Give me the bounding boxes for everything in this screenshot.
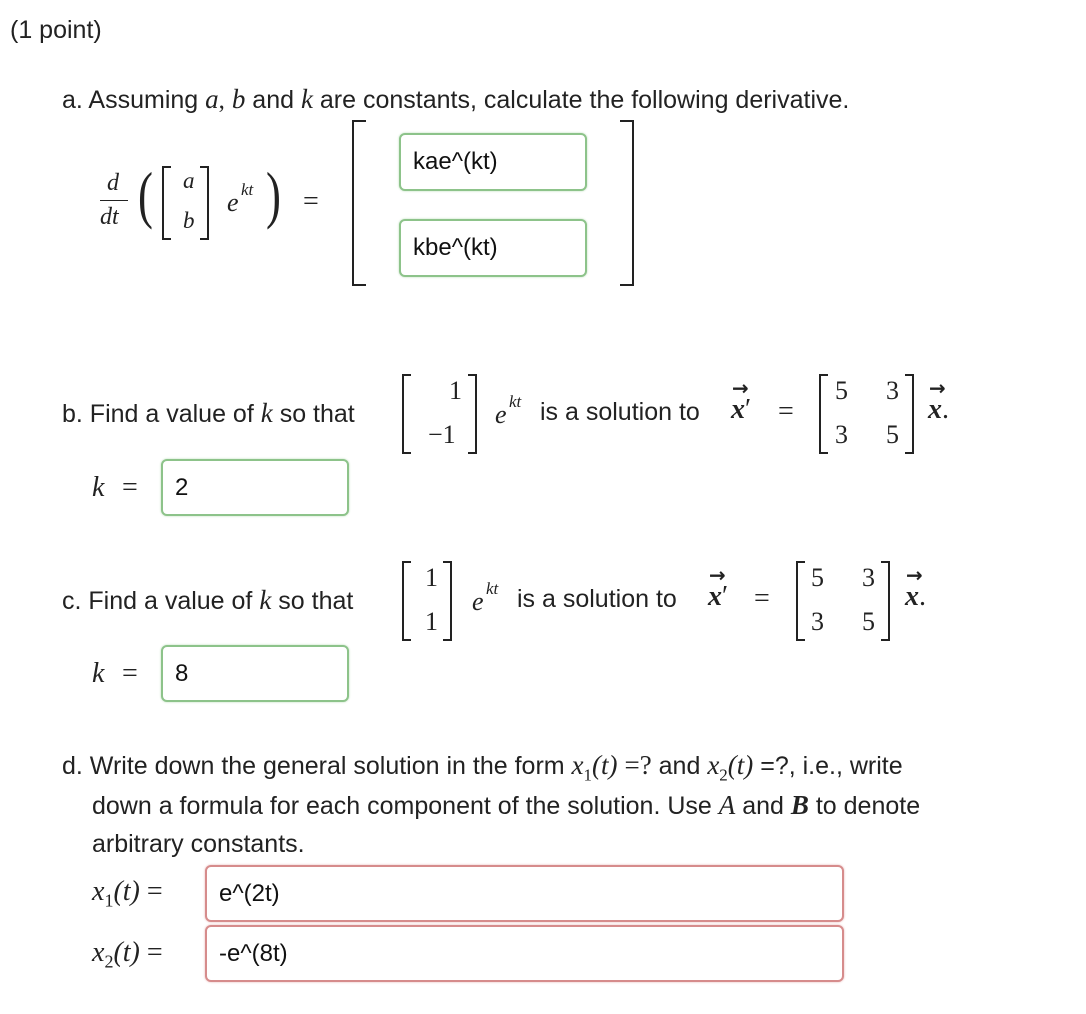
vector-arrow-icon: → (906, 563, 923, 587)
x1-label: $x_1(t)$ = (92, 876, 163, 911)
answer-left-bracket (352, 120, 366, 286)
matrix-b-11: 5 (835, 376, 848, 405)
d-denominator: dt (100, 204, 119, 230)
x2-symbol: $x_2(t)$ (707, 750, 754, 785)
k-label: k (92, 472, 105, 503)
k-equals: = (122, 658, 138, 689)
exp-power: kt (486, 579, 499, 598)
part-b-question (62, 398, 355, 429)
right-paren: ) (266, 159, 281, 230)
part-a-question (62, 84, 849, 115)
matrix-c-22: 5 (862, 607, 875, 636)
part-b-prefix: b. Find a value of (62, 400, 254, 428)
matrix-c-12: 3 (862, 563, 875, 592)
part-d-line1 (62, 750, 903, 785)
vec-b-left-bracket (402, 374, 411, 454)
d-numerator: d (107, 170, 119, 196)
vec-a-right-bracket (200, 166, 209, 240)
vec-b-right-bracket (468, 374, 477, 454)
answer-b-input[interactable]: 2 (161, 459, 349, 516)
and-word: and (252, 86, 295, 114)
matrix-b-21: 3 (835, 420, 848, 449)
vec-c-top: 1 (425, 563, 438, 592)
matrix-b-12: 3 (886, 376, 899, 405)
vec-a-top: a (183, 168, 195, 193)
part-a-prefix: a. Assuming (62, 86, 199, 114)
equals-sign: = (303, 186, 319, 217)
exp-base: e (472, 587, 484, 616)
answer-c-input[interactable]: 8 (161, 645, 349, 702)
vec-a-left-bracket (162, 166, 171, 240)
part-d-line2: down a formula for each component of the solution. Use A and B to denote (92, 790, 921, 820)
vec-c-right-bracket (443, 561, 452, 641)
is-solution-text: is a solution to (517, 585, 677, 613)
vec-c-left-bracket (402, 561, 411, 641)
vector-arrow-icon: → (732, 376, 749, 400)
part-d-line3: arbitrary constants. (92, 830, 305, 858)
var-k: k (300, 84, 313, 114)
exp-power: kt (509, 392, 522, 411)
var-A: A (718, 790, 736, 820)
equals-sign: = (754, 583, 770, 614)
answer-x1-input[interactable]: e^(2t) (205, 865, 844, 922)
answer-right-bracket (620, 120, 634, 286)
vector-arrow-icon: → (929, 376, 946, 400)
k-label: k (92, 658, 105, 689)
x-vector-prime: → x′ (708, 563, 729, 612)
is-solution-text: is a solution to (540, 398, 700, 426)
so-that: so that (278, 587, 354, 615)
part-c-question (62, 585, 353, 616)
points-label: (1 point) (10, 16, 102, 44)
matrix-c-21: 3 (811, 607, 824, 636)
fraction-bar (100, 200, 128, 201)
var-k: k (260, 398, 273, 428)
vec-c-bottom: 1 (425, 607, 438, 636)
left-paren: ( (138, 159, 153, 230)
comma: , (218, 87, 225, 114)
x-vector-end: → x. (905, 563, 926, 612)
exp-base: e (227, 188, 239, 217)
part-d-prefix: d. Write down the general solution in the form (62, 752, 565, 780)
vector-arrow-icon: → (709, 563, 726, 587)
var-B: B (790, 790, 809, 820)
part-a-suffix: are constants, calculate the following derivative. (319, 86, 850, 114)
eq-question: =? (624, 750, 652, 780)
matrix-b-left-bracket (819, 374, 828, 454)
matrix-c-right-bracket (881, 561, 890, 641)
so-that: so that (279, 400, 355, 428)
answer-a-top-input[interactable]: kae^(kt) (399, 133, 587, 191)
answer-x2-input[interactable]: -e^(8t) (205, 925, 844, 982)
period: . (919, 581, 926, 612)
exp-power: kt (241, 180, 254, 199)
vec-a-bottom: b (183, 208, 195, 233)
x2-label: $x_2(t)$ = (92, 937, 163, 972)
and-word: and (658, 752, 701, 780)
matrix-c-left-bracket (796, 561, 805, 641)
prime: ′ (722, 581, 729, 612)
var-b: b (231, 84, 246, 114)
matrix-b-right-bracket (905, 374, 914, 454)
x1-symbol: $x_1(t)$ (571, 750, 618, 785)
vec-b-top: 1 (449, 376, 462, 405)
part-c-prefix: c. Find a value of (62, 587, 253, 615)
x-vector: → x (731, 376, 749, 425)
answer-a-bottom-input[interactable]: kbe^(kt) (399, 219, 587, 277)
matrix-c-11: 5 (811, 563, 824, 592)
k-equals: = (122, 472, 138, 503)
var-k: k (259, 585, 272, 615)
matrix-b-22: 5 (886, 420, 899, 449)
equals-sign: = (778, 396, 794, 427)
x-vector-prime (731, 376, 752, 426)
x-vector-end: → x. (928, 376, 949, 425)
vec-b-bottom: −1 (428, 420, 456, 449)
var-a: a (205, 84, 219, 114)
period: . (942, 394, 949, 425)
exp-base: e (495, 400, 507, 429)
eq-question-tail: =?, i.e., write (760, 752, 903, 780)
prime: ′ (745, 394, 752, 425)
